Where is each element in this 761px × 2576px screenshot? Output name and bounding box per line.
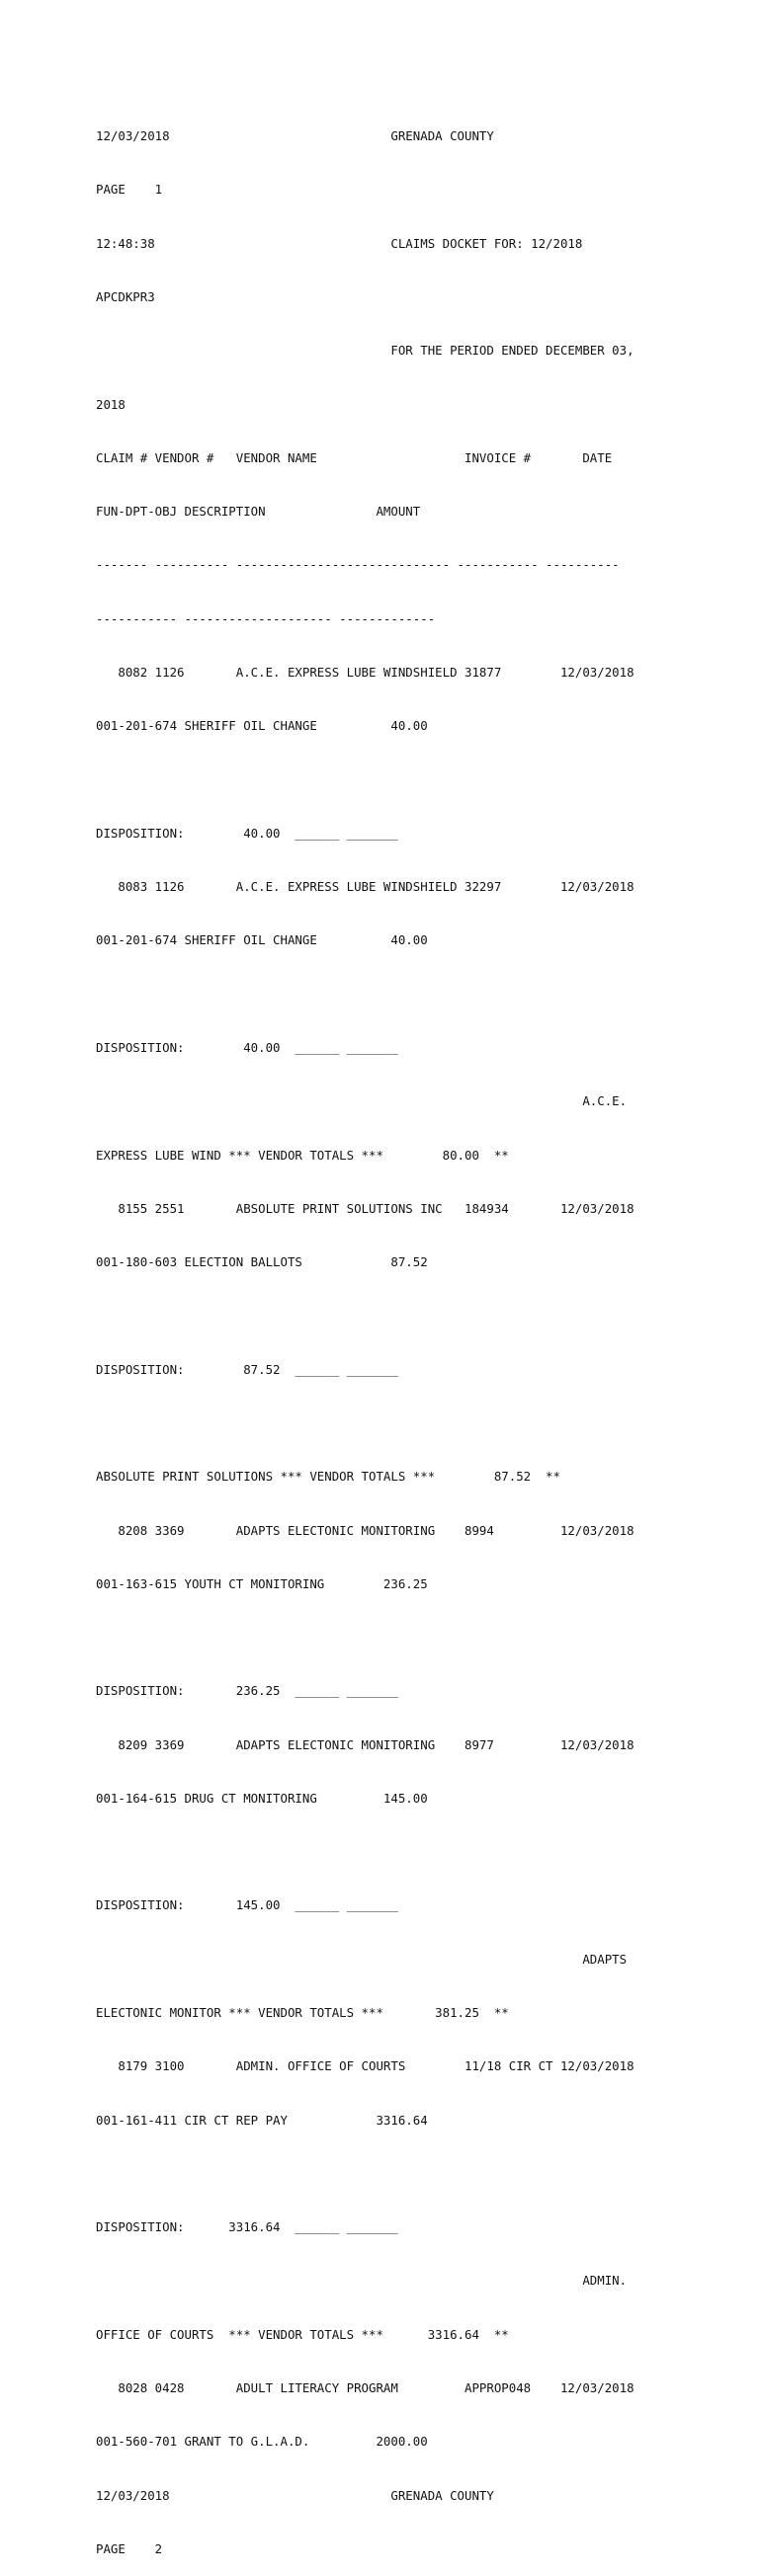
disposition-line: DISPOSITION: 40.00 ______ _______ <box>96 1039 398 1055</box>
blank-line <box>96 1629 689 1647</box>
column-headers-row-2: FUN-DPT-OBJ DESCRIPTION AMOUNT <box>96 504 421 520</box>
claim-detail-line: 001-201-674 SHERIFF OIL CHANGE 40.00 <box>96 932 428 948</box>
claim-line: 8028 0428 ADULT LITERACY PROGRAM APPROP048 12/03/2018 <box>96 2380 634 2395</box>
vendor-totals-line: OFFICE OF COURTS *** VENDOR TOTALS *** 3316.64 ** <box>96 2326 509 2342</box>
column-headers-row-1: CLAIM # VENDOR # VENDOR NAME INVOICE # DATE <box>96 449 613 465</box>
blank-line <box>96 771 689 789</box>
claim-detail-line: 001-560-701 GRANT TO G.L.A.D. 2000.00 <box>96 2434 428 2450</box>
vendor-totals-line: ELECTONIC MONITOR *** VENDOR TOTALS *** 381.25 ** <box>96 2005 509 2021</box>
claim-line: 8209 3369 ADAPTS ELECTONIC MONITORING 8977 12/03/2018 <box>96 1736 634 1752</box>
claim-line: 8083 1126 A.C.E. EXPRESS LUBE WINDSHIELD 32297 12/03/2018 <box>96 879 634 895</box>
report-page-number: PAGE 2 <box>96 2540 163 2556</box>
header-rule-1: ------- ---------- ----------------------------- ----------- ---------- <box>96 557 620 573</box>
claim-detail-line: 001-161-411 CIR CT REP PAY 3316.64 <box>96 2112 428 2128</box>
claim-detail-line: 001-163-615 YOUTH CT MONITORING 236.25 <box>96 1575 428 1591</box>
blank-line <box>96 986 689 1004</box>
disposition-line: DISPOSITION: 87.52 ______ _______ <box>96 1361 398 1377</box>
claim-detail-line: 001-164-615 DRUG CT MONITORING 145.00 <box>96 1790 428 1806</box>
blank-line <box>96 1414 689 1432</box>
vendor-totals-name-line: ADAPTS <box>96 1951 628 1967</box>
report-header-date: 12/03/2018 GRENADA COUNTY <box>96 128 494 144</box>
claim-line: 8208 3369 ADAPTS ELECTONIC MONITORING 8994 12/03/2018 <box>96 1522 634 1538</box>
disposition-line: DISPOSITION: 3316.64 ______ _______ <box>96 2219 398 2235</box>
blank-line <box>96 2165 689 2183</box>
report-header-date: 12/03/2018 GRENADA COUNTY <box>96 2487 494 2503</box>
header-rule-2: ----------- -------------------- ------------- <box>96 610 436 626</box>
vendor-totals-name-line: ADMIN. <box>96 2273 628 2289</box>
disposition-line: DISPOSITION: 145.00 ______ _______ <box>96 1897 398 1913</box>
blank-line <box>96 1307 689 1325</box>
disposition-line: DISPOSITION: 236.25 ______ _______ <box>96 1683 398 1699</box>
claim-detail-line: 001-201-674 SHERIFF OIL CHANGE 40.00 <box>96 718 428 734</box>
claim-detail-line: 001-180-603 ELECTION BALLOTS 87.52 <box>96 1254 428 1270</box>
vendor-totals-name-line: A.C.E. <box>96 1093 628 1109</box>
report-program-id: APCDKPR3 <box>96 289 155 305</box>
report-page-number: PAGE 1 <box>96 182 163 198</box>
claims-docket-report <box>96 92 689 2576</box>
report-period-line: FOR THE PERIOD ENDED DECEMBER 03, <box>96 343 634 359</box>
vendor-totals-line: ABSOLUTE PRINT SOLUTIONS *** VENDOR TOTALS *** 87.52 ** <box>96 1469 560 1485</box>
disposition-line: DISPOSITION: 40.00 ______ _______ <box>96 825 398 841</box>
vendor-totals-line: EXPRESS LUBE WIND *** VENDOR TOTALS *** 80.00 ** <box>96 1147 509 1163</box>
claim-line: 8155 2551 ABSOLUTE PRINT SOLUTIONS INC 184934 12/03/2018 <box>96 1200 634 1216</box>
claim-line: 8082 1126 A.C.E. EXPRESS LUBE WINDSHIELD 31877 12/03/2018 <box>96 665 634 680</box>
report-period-year: 2018 <box>96 396 126 412</box>
claim-line: 8179 3100 ADMIN. OFFICE OF COURTS 11/18 CIR CT 12/03/2018 <box>96 2058 634 2074</box>
blank-line <box>96 1843 689 1861</box>
report-header-time: 12:48:38 CLAIMS DOCKET FOR: 12/2018 <box>96 235 583 251</box>
